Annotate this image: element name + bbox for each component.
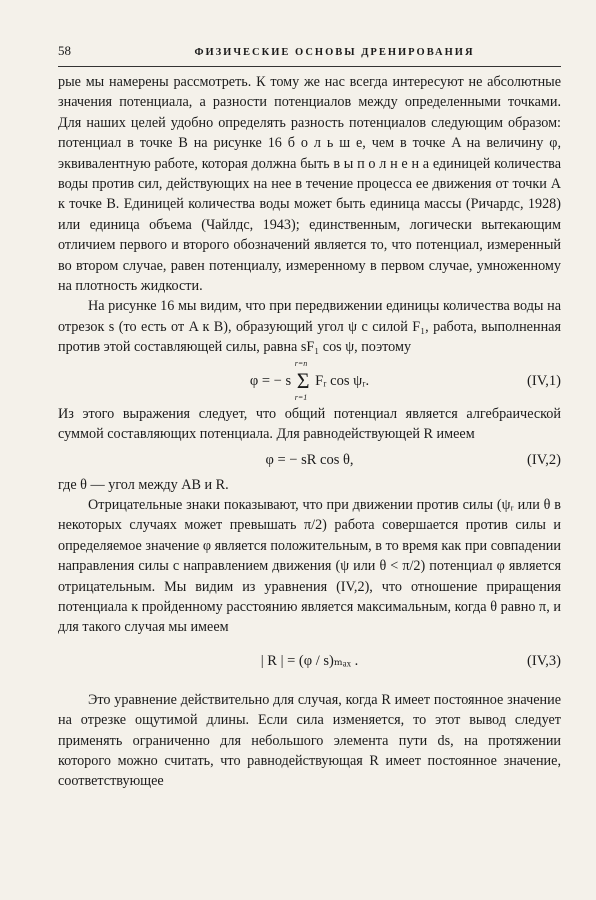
equation-iv-2-formula: φ = − sR cos θ, <box>265 451 354 468</box>
equation-iv-3 <box>58 638 561 684</box>
header-rule <box>58 66 561 67</box>
sum-upper-limit: r=n <box>294 359 308 369</box>
sum-lower-limit: r=1 <box>294 393 308 403</box>
page-header <box>58 43 561 59</box>
summation-symbol <box>294 359 310 403</box>
paragraph-3: Из этого выражения следует, что общий потенциал является алгебраической суммой составляющих потенциала. Для равнодействующей R имеем <box>58 405 561 443</box>
equation-iv-2 <box>58 445 561 475</box>
page-number: 58 <box>58 43 71 58</box>
equation-iv-1-number: (IV,1) <box>527 372 561 389</box>
equation-iv-3-formula: | R | = (φ / s)ₘₐₓ . <box>260 652 359 669</box>
equation-iv-1 <box>58 358 561 404</box>
paragraph-2: На рисунке 16 мы видим, что при передвижении единицы количества воды на отрезок s (то есть от A к B), образующий угол ψ с силой F₁, работа, выполненная против этой составляющей силы, равна sF₁ cos ψ, поэтому <box>58 298 561 356</box>
equation-iv-3-number: (IV,3) <box>527 652 561 669</box>
equation-iv-1-right: Fᵣ cos ψᵣ. <box>311 372 370 389</box>
paragraph-5: Отрицательные знаки показывают, что при движении против силы (ψᵣ или θ в некоторых случаях может превышать π/2) работа совершается против силы и определяемое значение φ является положительным, в то время как при совпадении направления силы с направлением движения (ψ или θ < π/2) потенциал φ является отрицательным. Мы видим из уравнения (IV,2), что отношение приращения потенциала к пройденному расстоянию является максимальным, когда θ равно π, и для такого случая мы имеем <box>58 496 561 636</box>
paragraph-4: где θ — угол между AB и R. <box>58 476 229 493</box>
paragraph-1: рые мы намерены рассмотреть. К тому же нас всегда интересуют не абсолютные значения потенциала, а разности потенциалов между определенными точками. Для наших целей удобно определять разность потенциалов следующим образом: потенциал в точке B на рисунке 16 б о л ь ш е, чем в точке A на величину φ, эквивалентную работе, которая должна быть в ы п о л н е н а единицей количества воды против сил, действующих на нее в течение процесса ее движения от точки A к точке B. Единицей количества воды может быть единица массы (Ричардс, 1928) или единица объема (Чайлдс, 1943); единственным, логически вытекающим отличием первого и второго обозначений является то, что потенциал, измеренный во втором случае, равен потенциалу, измеренному в первом случае, умноженному на плотность жидкости. <box>58 74 561 295</box>
page-body <box>58 72 561 792</box>
running-title: ФИЗИЧЕСКИЕ ОСНОВЫ ДРЕНИРОВАНИЯ <box>194 47 475 58</box>
sum-sign: Σ <box>296 368 310 394</box>
paragraph-6: Это уравнение действительно для случая, когда R имеет постоянное значение на отрезке ощутимой длины. Если сила изменяется, то этот вывод следует применять ограниченно для небольшого элемента пути ds, на протяжении которого можно считать, что равнодействующая R имеет постоянное значение, соответствующее <box>58 691 561 790</box>
equation-iv-1-left: φ = − s <box>249 372 295 389</box>
equation-iv-2-number: (IV,2) <box>527 451 561 468</box>
